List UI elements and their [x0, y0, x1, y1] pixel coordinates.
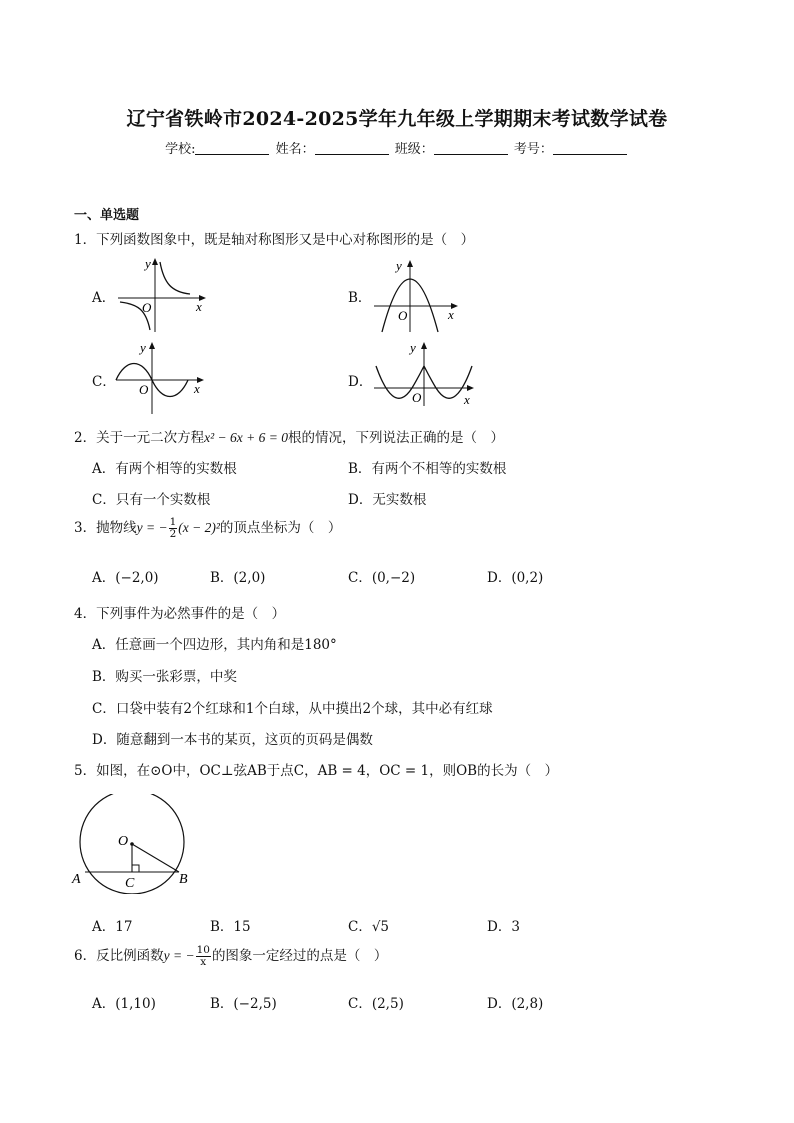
exam-no-label: 考号： [513, 142, 553, 157]
exam-title: 辽宁省铁岭市2024-2025学年九年级上学期期末考试数学试卷 [126, 108, 668, 130]
q4-option-b: B．购买一张彩票，中奖 [92, 669, 237, 685]
question-5-stem: 5．如图，在⊙O中，OC⊥弦AB于点C，AB = 4，OC = 1，则OB的长为（ ） [74, 763, 559, 779]
class-label: 班级： [394, 142, 434, 157]
q1-option-c-label: C． [92, 374, 116, 390]
name-blank [315, 141, 389, 155]
q2-option-c: C．只有一个实数根 [92, 492, 211, 508]
q5-option-c: C．√5 [348, 919, 390, 935]
q2-option-b: B．有两个不相等的实数根 [348, 461, 507, 477]
q1-option-d-label: D． [348, 374, 373, 390]
q6-fraction: $\frac{10}{x}$ [196, 944, 210, 968]
q5-label-b: B [179, 872, 188, 887]
q4-option-c: C．口袋中装有2个红球和1个白球，从中摸出2个球，其中必有红球 [92, 701, 493, 717]
q2-equation: x² − 6x + 6 = 0 [204, 430, 288, 445]
q5-label-a: A [72, 872, 81, 887]
q1a-origin-label: O [142, 300, 152, 315]
question-6-stem: 6．反比例函数y = − $\frac{10}{x}$ 的图象一定经过的点是（ ） [74, 944, 388, 968]
q1-option-b-label: B． [348, 290, 372, 306]
q3-option-c: C．(0,−2) [348, 570, 416, 586]
q1a-y-label: y [145, 256, 151, 271]
q5-circle-figure [66, 794, 196, 894]
q1-graph-c [112, 338, 212, 418]
q6-option-c: C．(2,5) [348, 996, 404, 1012]
q1-graph-b [370, 256, 465, 334]
q1c-origin-label: O [139, 382, 149, 397]
school-label: 学校: [165, 142, 196, 157]
q1b-y-label: y [396, 258, 402, 273]
q1c-y-label: y [140, 340, 146, 355]
question-1-stem: 1．下列函数图象中，既是轴对称图形又是中心对称图形的是（ ） [74, 232, 475, 248]
q5-option-a: A．17 [92, 919, 133, 935]
q5-option-d: D．3 [487, 919, 520, 935]
q1b-x-label: x [448, 307, 454, 322]
q1-graph-a [112, 254, 212, 336]
question-3-stem: 3．抛物线y = − $\frac{1}{2}$ (x − 2)²的顶点坐标为（ ） [74, 516, 342, 540]
q6-option-d: D．(2,8) [487, 996, 544, 1012]
student-info-line [0, 138, 794, 157]
q3-option-a: A．(−2,0) [92, 570, 159, 586]
q1-graph-d [372, 338, 482, 408]
q1d-x-label: x [464, 392, 470, 407]
q2-option-a: A．有两个相等的实数根 [92, 461, 237, 477]
name-label: 姓名： [275, 142, 315, 157]
exam-no-blank [553, 141, 627, 155]
q3-option-b: B．(2,0) [210, 570, 266, 586]
q1c-x-label: x [194, 381, 200, 396]
school-blank [195, 141, 269, 155]
question-2-stem: 2．关于一元二次方程x² − 6x + 6 = 0根的情况，下列说法正确的是（ ） [74, 430, 504, 446]
question-4-stem: 4．下列事件为必然事件的是（ ） [74, 606, 286, 622]
q5-option-b: B．15 [210, 919, 251, 935]
q6-option-a: A．(1,10) [92, 996, 156, 1012]
q1a-x-label: x [196, 299, 202, 314]
q5-label-o: O [118, 834, 129, 849]
q1d-y-label: y [410, 340, 416, 355]
q3-option-d: D．(0,2) [487, 570, 544, 586]
q5-label-c: C [125, 876, 135, 891]
section-title: 一、单选题 [74, 208, 140, 223]
q4-option-d: D．随意翻到一本书的某页，这页的页码是偶数 [92, 732, 373, 748]
q4-option-a: A．任意画一个四边形，其内角和是180° [92, 637, 337, 653]
q2-option-d: D．无实数根 [348, 492, 427, 508]
class-blank [434, 141, 508, 155]
q1b-origin-label: O [398, 308, 408, 323]
q6-option-b: B．(−2,5) [210, 996, 277, 1012]
q1-option-a-label: A． [92, 290, 116, 306]
q1d-origin-label: O [412, 390, 422, 405]
q3-fraction: $\frac{1}{2}$ [169, 516, 177, 540]
